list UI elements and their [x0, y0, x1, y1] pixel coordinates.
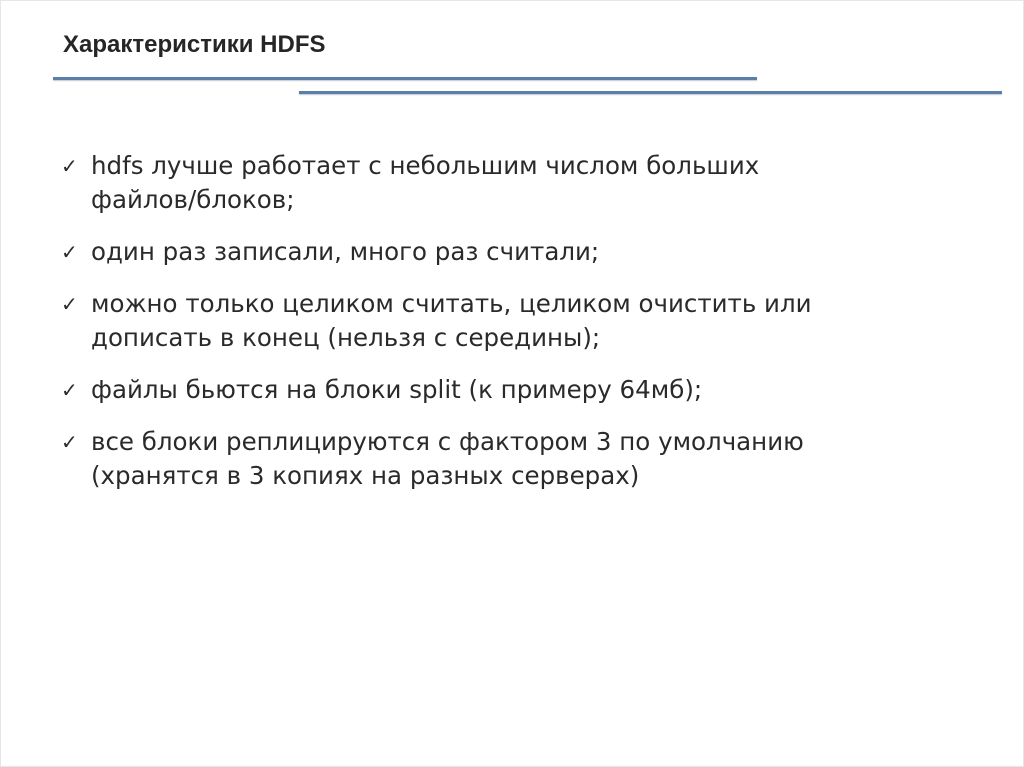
bullet-list	[59, 149, 959, 511]
checkmark-icon: ✓	[61, 240, 78, 264]
checkmark-icon: ✓	[61, 292, 78, 316]
slide-title: Характеристики HDFS	[63, 31, 326, 58]
bullet-text-line: дописать в конец (нельзя с середины);	[91, 323, 601, 352]
bullet-text-line: hdfs лучше работает с небольшим числом больших	[91, 151, 760, 180]
bullet-text-line: (хранятся в 3 копиях на разных серверах)	[91, 461, 640, 490]
checkmark-icon: ✓	[61, 154, 78, 178]
title-underline-bottom	[299, 91, 1002, 94]
bullet-item	[59, 287, 959, 355]
title-underline-top	[53, 77, 757, 80]
checkmark-icon: ✓	[61, 378, 78, 402]
bullet-item	[59, 149, 959, 217]
bullet-text-line: один раз записали, много раз считали;	[91, 237, 600, 266]
bullet-text-line: файлов/блоков;	[91, 185, 295, 214]
bullet-item	[59, 425, 959, 493]
bullet-item	[59, 373, 959, 407]
bullet-item	[59, 235, 959, 269]
bullet-text-line: файлы бьются на блоки split (к примеру 64мб);	[91, 375, 703, 404]
checkmark-icon: ✓	[61, 430, 78, 454]
bullet-text-line: можно только целиком считать, целиком очистить или	[91, 289, 812, 318]
bullet-text-line: все блоки реплицируются с фактором 3 по умолчанию	[91, 427, 804, 456]
